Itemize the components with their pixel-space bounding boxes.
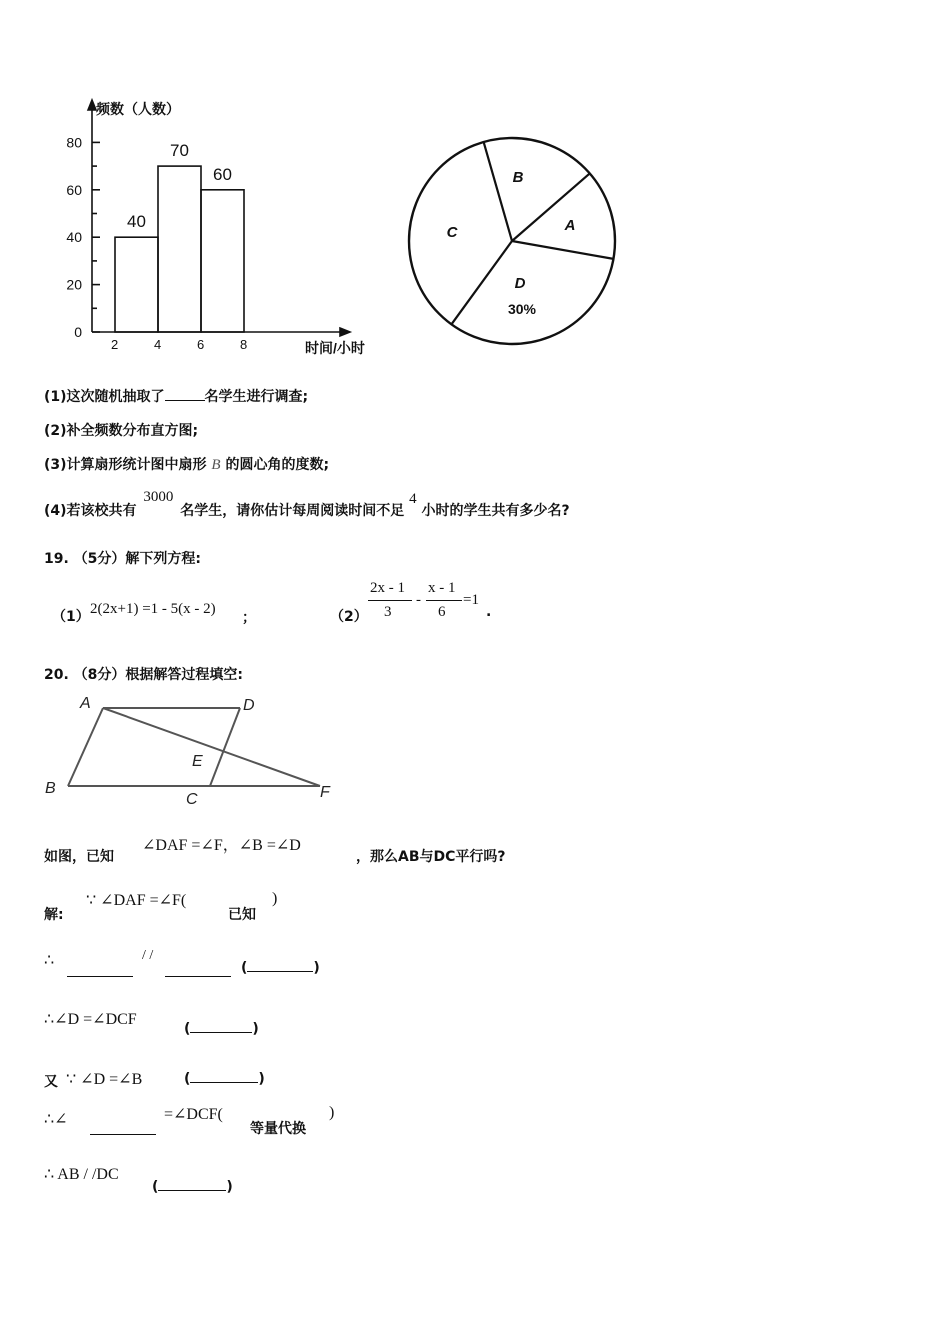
x-axis-title: 时间/小时 (305, 340, 365, 356)
sector-divider (512, 173, 590, 241)
x-tick-label: 8 (240, 337, 248, 352)
step4-therefore-angle: ∴∠ (44, 1111, 68, 1128)
y-axis-arrow (88, 100, 96, 110)
bar-value-label: 40 (127, 212, 146, 232)
step5-math: ∴ AB / /DC (44, 1166, 119, 1183)
y-tick-label: 20 (66, 276, 82, 293)
q19-eq2-label: （2） (330, 609, 368, 625)
q19-eq2-end: . (486, 604, 492, 620)
sector-b-variable: B (211, 457, 221, 473)
q18-part3 (44, 454, 329, 474)
step4-close: ) (329, 1104, 335, 1121)
sector-divider (512, 241, 613, 259)
q18-part4-text-a: (4)若该校共有 (44, 503, 137, 519)
paren-open: ( (184, 1071, 191, 1087)
sector-divider (484, 142, 512, 241)
step1-blank2[interactable] (165, 962, 231, 977)
hours-value: 4 (409, 491, 417, 507)
step1-parallel: / / (142, 948, 154, 963)
q18-part1-text-a: (1)这次随机抽取了 (44, 389, 165, 405)
x-axis-arrow (340, 328, 350, 336)
step1-reason (241, 960, 320, 976)
q18-part3-text-b: 的圆心角的度数; (225, 457, 330, 473)
step4-math: =∠DCF( (164, 1106, 223, 1123)
step2-math: ∴∠D =∠DCF (44, 1011, 137, 1028)
step5-reason (152, 1179, 233, 1195)
sector-label: D (514, 275, 526, 292)
q20-given-b: ，那么AB与DC平行吗? (356, 849, 506, 865)
point-d-label: D (243, 697, 255, 714)
step1-reason-blank[interactable] (247, 971, 313, 972)
q18-part4 (44, 489, 570, 520)
x-tick-label: 2 (111, 337, 119, 352)
q19-eq1-label: （1） (52, 609, 90, 625)
q19-eq2-num2: x - 1 (428, 580, 456, 596)
q19-eq2-num1: 2x - 1 (370, 580, 405, 596)
q18-part3-text-a: (3)计算扇形统计图中扇形 (44, 457, 207, 473)
q19-heading: 19. （5分）解下列方程: (44, 551, 202, 567)
bar-value-label: 60 (213, 164, 232, 184)
step1-therefore: ∴ (44, 952, 55, 969)
q19-eq2-rhs: =1 (463, 592, 479, 608)
sector-divider (451, 241, 512, 324)
step4-reason: 等量代换 (250, 1121, 306, 1137)
student-count: 3000 (143, 489, 174, 505)
y-tick-label: 40 (66, 229, 82, 246)
paren-close: ) (313, 960, 320, 976)
point-c-label: C (186, 791, 198, 808)
histogram-bar (201, 190, 244, 332)
step4-angle-blank[interactable] (90, 1120, 156, 1135)
q18-part2: (2)补全频数分布直方图; (44, 423, 199, 439)
q19-eq2-minus: - (416, 592, 421, 608)
solution-step0-close: ) (272, 890, 278, 907)
q18-part1-text-b: 名学生进行调查; (204, 389, 309, 405)
fraction-bar (368, 600, 412, 601)
x-tick-label: 4 (154, 337, 162, 352)
paren-close: ) (252, 1021, 259, 1037)
q19-eq2-den2: 6 (438, 604, 446, 620)
step3-you: 又 (44, 1074, 58, 1090)
point-e-label: E (192, 753, 203, 770)
point-b-label: B (45, 780, 56, 797)
solution-label: 解: (44, 907, 64, 923)
frequency-histogram (40, 90, 400, 370)
step1-blank1[interactable] (67, 962, 133, 977)
y-tick-label: 60 (66, 181, 82, 198)
paren-close: ) (258, 1071, 265, 1087)
point-f-label: F (320, 784, 330, 801)
q18-part1-blank[interactable] (165, 400, 205, 401)
step5-reason-blank[interactable] (158, 1190, 226, 1191)
paren-open: ( (152, 1179, 159, 1195)
sector-label: B (512, 169, 524, 186)
step3-reason (184, 1071, 265, 1087)
y-axis-title: 频数（人数） (96, 101, 180, 117)
q19-eq1: 2(2x+1) =1 - 5(x - 2) (90, 601, 216, 617)
paren-open: ( (184, 1021, 191, 1037)
q20-given-a: 如图，已知 (44, 849, 114, 865)
paren-close: ) (226, 1179, 233, 1195)
q18-part1 (44, 386, 308, 406)
step2-reason-blank[interactable] (190, 1032, 252, 1033)
y-tick-label: 80 (66, 134, 82, 151)
q18-part4-text-b: 名学生，请你估计每周阅读时间不足 (180, 503, 405, 519)
q19-eq2-den1: 3 (384, 604, 392, 620)
pie-chart (400, 95, 640, 355)
q19-eq1-end: ； (242, 610, 256, 626)
paren-open: ( (241, 960, 248, 976)
histogram-bar (115, 237, 158, 332)
q20-heading: 20. （8分）根据解答过程填空: (44, 667, 244, 683)
step3-math: ∵ ∠D =∠B (66, 1071, 143, 1088)
solution-step0-reason: 已知 (228, 907, 256, 923)
q20-given-math: ∠DAF =∠F，∠B =∠D (142, 837, 301, 854)
solution-step0: ∵ ∠DAF =∠F( (86, 892, 187, 909)
step3-reason-blank[interactable] (190, 1082, 258, 1083)
histogram-bar (158, 166, 201, 332)
x-tick-label: 6 (197, 337, 205, 352)
step2-reason (184, 1021, 259, 1037)
sector-label: A (564, 217, 576, 234)
y-tick-label: 0 (74, 324, 82, 340)
parallelogram-figure (40, 690, 350, 810)
fraction-bar (426, 600, 462, 601)
sector-d-percent: 30% (507, 301, 537, 317)
point-a-label: A (80, 695, 91, 712)
q18-part4-text-c: 小时的学生共有多少名? (421, 503, 570, 519)
bar-value-label: 70 (170, 141, 189, 161)
sector-label: C (446, 224, 458, 241)
